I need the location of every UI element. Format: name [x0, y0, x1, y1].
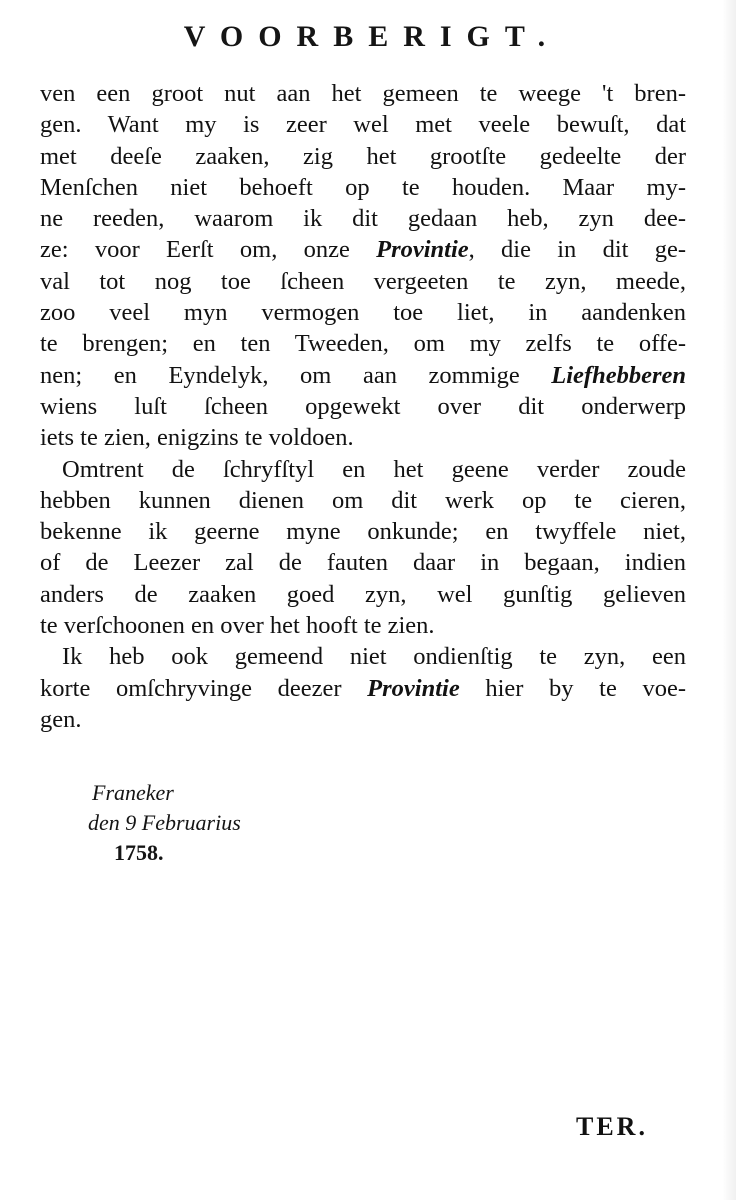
text-line	[38, 547, 686, 578]
page-edge-shadow	[722, 0, 736, 1200]
text-line	[38, 485, 686, 516]
signature-block	[88, 778, 308, 868]
text-line	[38, 673, 686, 704]
text-line	[38, 579, 686, 610]
catchword: TER.	[576, 1112, 648, 1141]
text-line	[38, 422, 686, 453]
text-segment: val tot nog toe ſcheen vergeeten te zyn, meede,	[40, 267, 686, 295]
text-line	[38, 454, 686, 485]
running-head: VOORBERIGT.	[183, 20, 561, 53]
text-segment: Ik heb ook gemeend niet ondienſtig te zyn, een	[62, 643, 686, 671]
text-segment: hier by te voe-	[459, 674, 686, 702]
text-line	[38, 641, 686, 672]
text-line	[38, 234, 686, 265]
text-segment: of de Leezer zal de fauten daar in begaan, indien	[40, 549, 686, 577]
italic-term: Liefhebberen	[551, 361, 686, 389]
text-segment: iets te zien, enigzins te voldoen.	[40, 424, 354, 452]
text-segment: korte omſchryvinge deezer	[40, 674, 368, 702]
text-line	[38, 360, 686, 391]
signature-year: 1758.	[114, 840, 164, 865]
italic-term: Provintie	[376, 236, 469, 264]
body-text	[38, 78, 686, 735]
text-segment: gen.	[40, 705, 82, 733]
text-line	[38, 297, 686, 328]
text-segment: te brengen; en ten Tweeden, om my zelfs te offe-	[40, 330, 686, 358]
text-segment: ze: voor Eerſt om, onze	[40, 236, 377, 264]
text-segment: ne reeden, waarom ik dit gedaan heb, zyn dee-	[40, 205, 686, 233]
text-segment: wiens luſt ſcheen opgewekt over dit onderwerp	[40, 392, 686, 420]
text-line	[38, 328, 686, 359]
text-segment: ven een groot nut aan het gemeen te weege 't bren-	[40, 80, 686, 107]
signature-date: den 9 Februarius	[88, 810, 241, 835]
text-segment: te verſchoonen en over het hooft te zien.	[40, 612, 435, 640]
text-line	[38, 391, 686, 422]
text-line	[38, 78, 686, 109]
text-line	[38, 516, 686, 547]
paragraph	[38, 78, 686, 454]
text-line	[38, 203, 686, 234]
paragraph	[38, 454, 686, 642]
paragraph	[38, 641, 686, 735]
text-line	[38, 610, 686, 641]
text-segment: anders de zaaken goed zyn, wel gunſtig gelieven	[40, 580, 686, 608]
text-segment: Menſchen niet behoeft op te houden. Maar my-	[40, 173, 686, 201]
italic-term: Provintie	[367, 674, 460, 702]
text-segment: zoo veel myn vermogen toe liet, in aandenken	[40, 299, 686, 327]
text-line	[38, 704, 686, 735]
text-line	[38, 109, 686, 140]
text-segment: gen. Want my is zeer wel met veele bewuſt, dat	[40, 111, 686, 139]
text-line	[38, 141, 686, 172]
text-segment: bekenne ik geerne myne onkunde; en twyffele niet,	[40, 518, 686, 546]
text-segment: , die in dit ge-	[468, 236, 686, 264]
text-segment: nen; en Eyndelyk, om aan zommige	[40, 361, 552, 389]
text-segment: hebben kunnen dienen om dit werk op te cieren,	[40, 486, 686, 514]
signature-place: Franeker	[92, 780, 174, 805]
text-line	[38, 172, 686, 203]
text-line	[38, 266, 686, 297]
text-segment: Omtrent de ſchryfſtyl en het geene verder zoude	[62, 455, 686, 483]
text-segment: met deeſe zaaken, zig het grootſte gedeelte der	[40, 142, 686, 170]
